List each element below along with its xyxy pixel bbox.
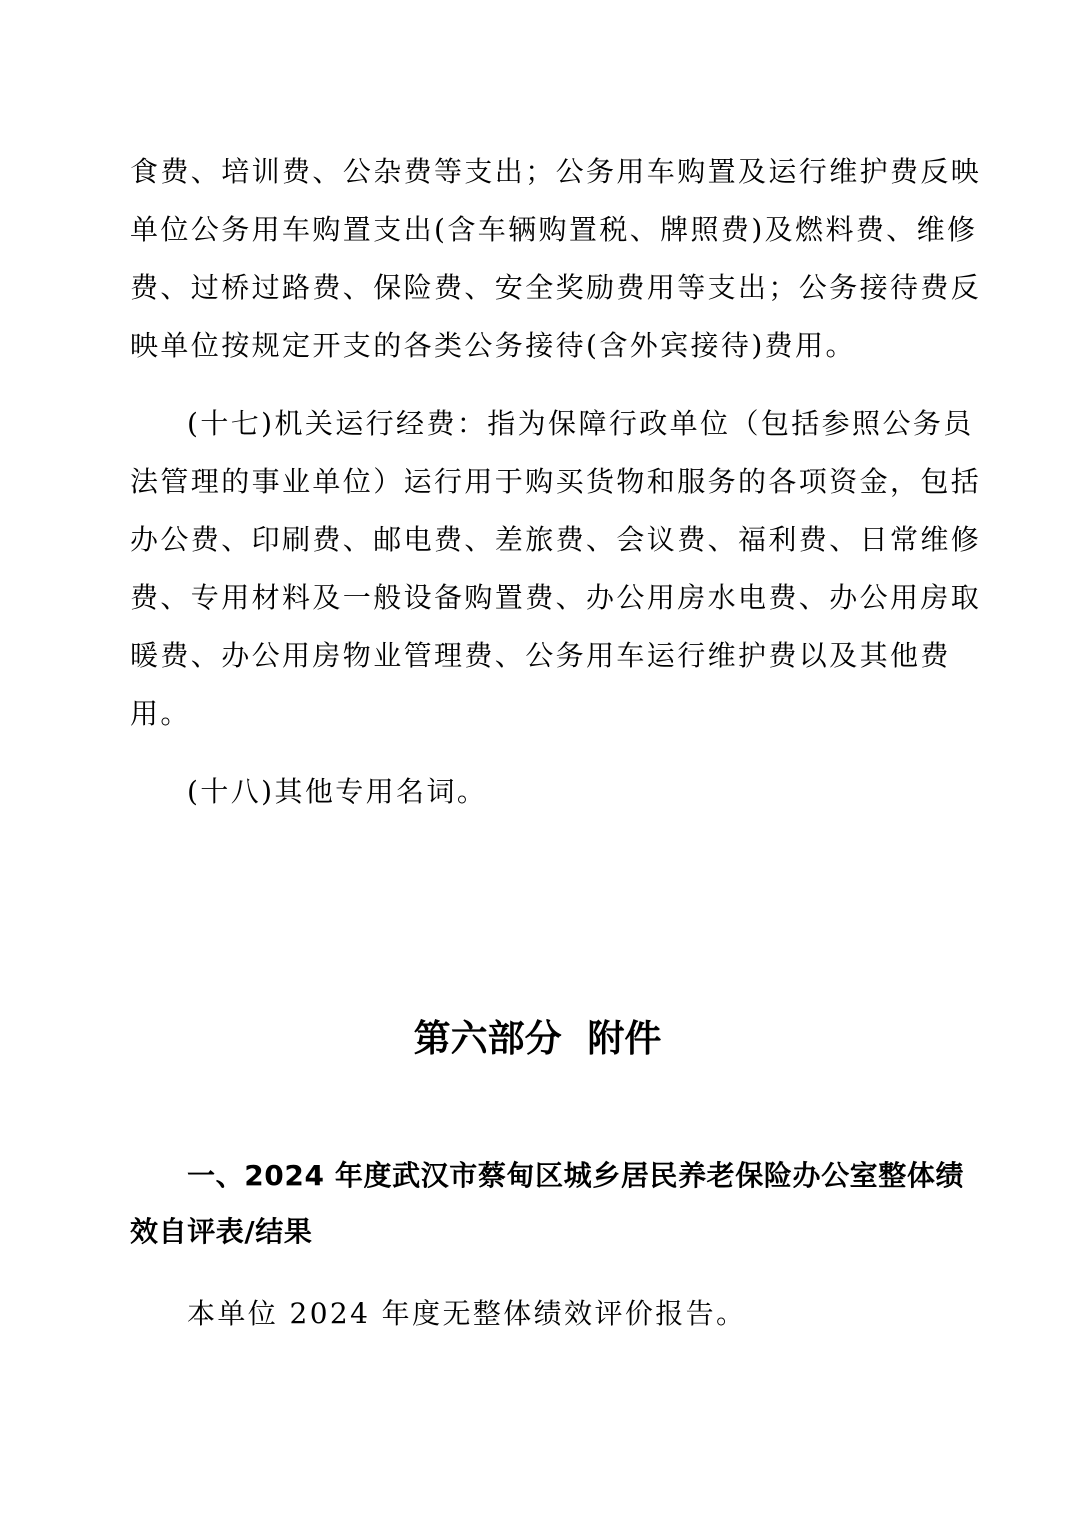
paragraph-line: 办公费、印刷费、邮电费、差旅费、会议费、福利费、日常维修 [130, 523, 982, 556]
paragraph-line: 食费、培训费、公杂费等支出；公务用车购置及运行维护费反映 [130, 155, 982, 188]
paragraph-line: 映单位按规定开支的各类公务接待(含外宾接待)费用。 [130, 329, 856, 362]
paragraph-line: 暖费、办公用房物业管理费、公务用车运行维护费以及其他费 [130, 639, 951, 672]
subsection-title-line: 一、2024 年度武汉市蔡甸区城乡居民养老保险办公室整体绩 [187, 1159, 965, 1192]
paragraph-line: 费、过桥过路费、保险费、安全奖励费用等支出；公务接待费反 [130, 271, 982, 304]
paragraph-line: 用。 [130, 697, 191, 730]
paragraph-line: 法管理的事业单位）运行用于购买货物和服务的各项资金，包括 [130, 465, 982, 498]
paragraph-line: 费、专用材料及一般设备购置费、办公用房水电费、办公用房取 [130, 581, 982, 614]
paragraph-line: 单位公务用车购置支出(含车辆购置税、牌照费)及燃料费、维修 [130, 213, 978, 246]
paragraph-line: (十七)机关运行经费：指为保障行政单位（包括参照公务员 [187, 407, 974, 440]
subsection-title-line: 效自评表/结果 [130, 1215, 313, 1248]
section-title: 第六部分 附件 [413, 1017, 662, 1060]
paragraph-line: (十八)其他专用名词。 [187, 775, 488, 808]
body-text: 本单位 2024 年度无整体绩效评价报告。 [187, 1297, 747, 1330]
